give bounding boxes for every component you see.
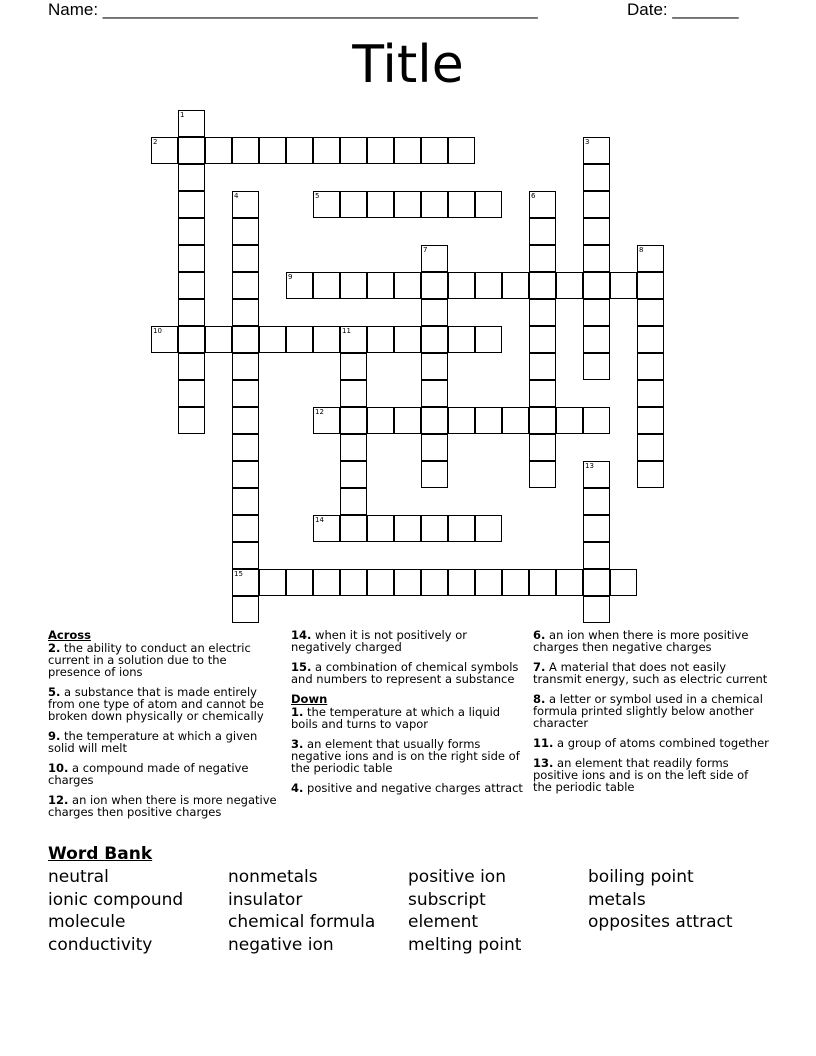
crossword-cell[interactable]	[178, 164, 205, 191]
word-bank-item: conductivity	[48, 935, 153, 956]
clue-down-8: 8. a letter or symbol used in a chemical formula printed slightly below another character	[533, 692, 763, 730]
crossword-cell[interactable]	[583, 164, 610, 191]
crossword-cell[interactable]	[340, 569, 367, 596]
word-bank-item: molecule	[48, 912, 126, 933]
crossword-cell[interactable]	[529, 434, 556, 461]
word-bank-item: chemical formula	[228, 912, 376, 933]
cell-number: 13	[585, 462, 594, 470]
crossword-cell[interactable]	[502, 569, 529, 596]
crossword-cell[interactable]	[637, 380, 664, 407]
crossword-cell[interactable]	[529, 461, 556, 488]
word-bank-item: insulator	[228, 889, 303, 910]
crossword-cell[interactable]	[421, 569, 448, 596]
crossword-cell[interactable]	[529, 245, 556, 272]
crossword-cell[interactable]	[475, 569, 502, 596]
crossword-cell[interactable]	[637, 299, 664, 326]
crossword-cell[interactable]	[529, 218, 556, 245]
crossword-cell[interactable]	[583, 407, 610, 434]
crossword-cell[interactable]	[502, 407, 529, 434]
crossword-cell[interactable]	[637, 461, 664, 488]
crossword-cell[interactable]	[340, 515, 367, 542]
clue-down-11: 11. a group of atoms combined together	[533, 736, 769, 750]
crossword-cell[interactable]	[340, 407, 367, 434]
crossword-cell[interactable]	[178, 326, 205, 353]
crossword-cell[interactable]	[178, 407, 205, 434]
crossword-cell[interactable]	[448, 515, 475, 542]
crossword-cell[interactable]	[475, 407, 502, 434]
crossword-cell[interactable]	[340, 488, 367, 515]
crossword-cell[interactable]	[583, 542, 610, 569]
across-heading: Across	[48, 628, 91, 642]
crossword-cell[interactable]	[232, 515, 259, 542]
crossword-cell[interactable]	[421, 272, 448, 299]
crossword-cell[interactable]	[529, 272, 556, 299]
page-title: Title	[352, 35, 464, 95]
cell-number: 7	[423, 246, 428, 254]
crossword-cell[interactable]	[232, 488, 259, 515]
crossword-cell[interactable]	[205, 137, 232, 164]
crossword-cell[interactable]	[178, 380, 205, 407]
word-bank-item: ionic compound	[48, 889, 184, 910]
crossword-cell[interactable]	[583, 596, 610, 623]
crossword-cell[interactable]	[637, 326, 664, 353]
cell-number: 5	[315, 192, 320, 200]
crossword-cell[interactable]	[583, 569, 610, 596]
clues-column-2	[291, 629, 527, 802]
crossword-cell[interactable]	[367, 137, 394, 164]
word-bank-item: melting point	[408, 935, 522, 956]
word-bank-item: subscript	[408, 889, 486, 910]
crossword-cell[interactable]	[286, 569, 313, 596]
crossword-cell[interactable]	[313, 326, 340, 353]
crossword-cell[interactable]	[178, 245, 205, 272]
cell-number: 10	[153, 327, 162, 335]
crossword-cell[interactable]	[610, 569, 637, 596]
crossword-cell[interactable]	[421, 353, 448, 380]
crossword-cell[interactable]	[475, 272, 502, 299]
clue-down-3: 3. an element that usually forms negative ions and is on the right side of the periodic table	[291, 737, 520, 775]
crossword-cell[interactable]	[232, 434, 259, 461]
crossword-cell[interactable]	[232, 326, 259, 353]
crossword-cell[interactable]	[610, 272, 637, 299]
crossword-cell[interactable]	[637, 434, 664, 461]
crossword-cell[interactable]	[232, 137, 259, 164]
crossword-cell[interactable]	[340, 461, 367, 488]
word-bank-item: metals	[588, 889, 646, 910]
word-bank-item: boiling point	[588, 867, 694, 887]
crossword-cell[interactable]	[394, 272, 421, 299]
name-field-label: Name: ______________________________________________	[48, 0, 538, 19]
crossword-cell[interactable]	[340, 434, 367, 461]
crossword-cell[interactable]	[232, 299, 259, 326]
crossword-cell[interactable]	[421, 137, 448, 164]
word-bank-item: neutral	[48, 867, 109, 887]
date-field-label: Date: _______	[627, 0, 739, 19]
crossword-cell[interactable]	[232, 407, 259, 434]
crossword-cell[interactable]	[367, 191, 394, 218]
crossword-cell[interactable]	[340, 272, 367, 299]
crossword-cell[interactable]	[637, 407, 664, 434]
crossword-cell[interactable]	[556, 272, 583, 299]
crossword-cell[interactable]	[232, 380, 259, 407]
crossword-cell[interactable]	[178, 137, 205, 164]
crossword-cell[interactable]	[475, 191, 502, 218]
clue-down-13: 13. an element that readily forms positive ions and is on the left side of the periodic table	[533, 756, 749, 794]
crossword-cell[interactable]	[529, 326, 556, 353]
crossword-cell[interactable]	[232, 353, 259, 380]
crossword-cell[interactable]	[556, 569, 583, 596]
word-bank-column-2	[228, 866, 375, 957]
crossword-cell[interactable]	[421, 407, 448, 434]
crossword-cell[interactable]	[475, 326, 502, 353]
crossword-cell[interactable]	[637, 353, 664, 380]
clue-down-1: 1. the temperature at which a liquid boils and turns to vapor	[291, 705, 501, 731]
word-bank-column-1	[48, 866, 183, 957]
clue-down-7: 7. A material that does not easily transmit energy, such as electric current	[533, 660, 768, 686]
crossword-cell[interactable]	[529, 380, 556, 407]
crossword-cell[interactable]	[394, 407, 421, 434]
crossword-cell[interactable]	[583, 326, 610, 353]
cell-number: 1	[180, 111, 185, 119]
crossword-cell[interactable]	[367, 515, 394, 542]
crossword-cell[interactable]	[232, 461, 259, 488]
crossword-cell[interactable]	[529, 569, 556, 596]
crossword-cell[interactable]	[583, 488, 610, 515]
crossword-cell[interactable]	[448, 137, 475, 164]
crossword-cell[interactable]	[529, 407, 556, 434]
crossword-cell[interactable]	[232, 272, 259, 299]
crossword-cell[interactable]	[340, 380, 367, 407]
crossword-cell[interactable]	[232, 596, 259, 623]
crossword-cell[interactable]	[259, 569, 286, 596]
crossword-cell[interactable]	[259, 326, 286, 353]
word-bank-item: opposites attract	[588, 912, 733, 933]
crossword-cell[interactable]	[178, 191, 205, 218]
clue-across-2: 2. the ability to conduct an electric current in a solution due to the presence of ions	[48, 641, 251, 679]
cell-number: 12	[315, 408, 324, 416]
crossword-cell[interactable]	[367, 326, 394, 353]
crossword-cell[interactable]	[178, 272, 205, 299]
clue-across-12: 12. an ion when there is more negative charges then positive charges	[48, 793, 277, 819]
crossword-cell[interactable]	[637, 272, 664, 299]
crossword-cell[interactable]	[502, 272, 529, 299]
cell-number: 4	[234, 192, 239, 200]
word-bank-item: negative ion	[228, 935, 334, 956]
crossword-cell[interactable]	[583, 245, 610, 272]
cell-number: 15	[234, 570, 243, 578]
crossword-cell[interactable]	[232, 245, 259, 272]
crossword-cell[interactable]	[583, 299, 610, 326]
clue-down-4: 4. positive and negative charges attract	[291, 781, 523, 795]
crossword-cell[interactable]	[448, 272, 475, 299]
crossword-cell[interactable]	[556, 407, 583, 434]
crossword-cell[interactable]	[529, 353, 556, 380]
word-bank-item: positive ion	[408, 867, 506, 887]
crossword-cell[interactable]	[583, 272, 610, 299]
crossword-cell[interactable]	[259, 137, 286, 164]
cell-number: 2	[153, 138, 158, 146]
cell-number: 11	[342, 327, 351, 335]
word-bank-item: element	[408, 912, 479, 933]
crossword-cell[interactable]	[367, 569, 394, 596]
crossword-cell[interactable]	[421, 461, 448, 488]
crossword-cell[interactable]	[583, 515, 610, 542]
crossword-cell[interactable]	[178, 353, 205, 380]
crossword-cell[interactable]	[232, 218, 259, 245]
crossword-cell[interactable]	[421, 191, 448, 218]
crossword-cell[interactable]	[340, 191, 367, 218]
crossword-cell[interactable]	[583, 353, 610, 380]
crossword-cell[interactable]	[313, 272, 340, 299]
crossword-cell[interactable]	[394, 326, 421, 353]
crossword-cell[interactable]	[421, 380, 448, 407]
crossword-cell[interactable]	[178, 218, 205, 245]
crossword-cell[interactable]	[178, 299, 205, 326]
down-heading: Down	[291, 692, 328, 706]
crossword-cell[interactable]	[448, 407, 475, 434]
clue-across-14: 14. when it is not positively or negatively charged	[291, 628, 467, 654]
crossword-cell[interactable]	[367, 407, 394, 434]
crossword-cell[interactable]	[286, 137, 313, 164]
crossword-cell[interactable]	[232, 542, 259, 569]
crossword-cell[interactable]	[583, 191, 610, 218]
crossword-cell[interactable]	[421, 434, 448, 461]
crossword-cell[interactable]	[448, 326, 475, 353]
word-bank-item: nonmetals	[228, 867, 318, 887]
crossword-cell[interactable]	[394, 569, 421, 596]
clues-column-1	[48, 629, 280, 826]
crossword-cell[interactable]	[394, 515, 421, 542]
word-bank-column-3	[408, 866, 521, 957]
clue-across-15: 15. a combination of chemical symbols and numbers to represent a substance	[291, 660, 519, 686]
clue-across-10: 10. a compound made of negative charges	[48, 761, 249, 787]
crossword-cell[interactable]	[421, 515, 448, 542]
crossword-cell[interactable]	[313, 569, 340, 596]
word-bank-title: Word Bank	[48, 844, 153, 864]
clue-across-9: 9. the temperature at which a given solid will melt	[48, 729, 258, 755]
crossword-cell[interactable]	[448, 569, 475, 596]
crossword-cell[interactable]	[313, 137, 340, 164]
crossword-cell[interactable]	[394, 137, 421, 164]
crossword-cell[interactable]	[205, 326, 232, 353]
crossword-cell[interactable]	[448, 191, 475, 218]
crossword-cell[interactable]	[367, 272, 394, 299]
crossword-cell[interactable]	[286, 326, 313, 353]
crossword-cell[interactable]	[340, 137, 367, 164]
crossword-cell[interactable]	[394, 191, 421, 218]
crossword-cell[interactable]	[421, 326, 448, 353]
cell-number: 8	[639, 246, 644, 254]
cell-number: 3	[585, 138, 590, 146]
crossword-cell[interactable]	[421, 299, 448, 326]
crossword-cell[interactable]	[529, 299, 556, 326]
clue-down-6: 6. an ion when there is more positive charges then negative charges	[533, 628, 749, 654]
cell-number: 6	[531, 192, 536, 200]
clues-column-3	[533, 629, 769, 801]
crossword-cell[interactable]	[475, 515, 502, 542]
crossword-cell[interactable]	[583, 218, 610, 245]
cell-number: 14	[315, 516, 324, 524]
clue-across-5: 5. a substance that is made entirely from one type of atom and cannot be broken down physically or chemically	[48, 685, 264, 723]
word-bank-column-4	[588, 866, 733, 934]
crossword-cell[interactable]	[340, 353, 367, 380]
cell-number: 9	[288, 273, 293, 281]
